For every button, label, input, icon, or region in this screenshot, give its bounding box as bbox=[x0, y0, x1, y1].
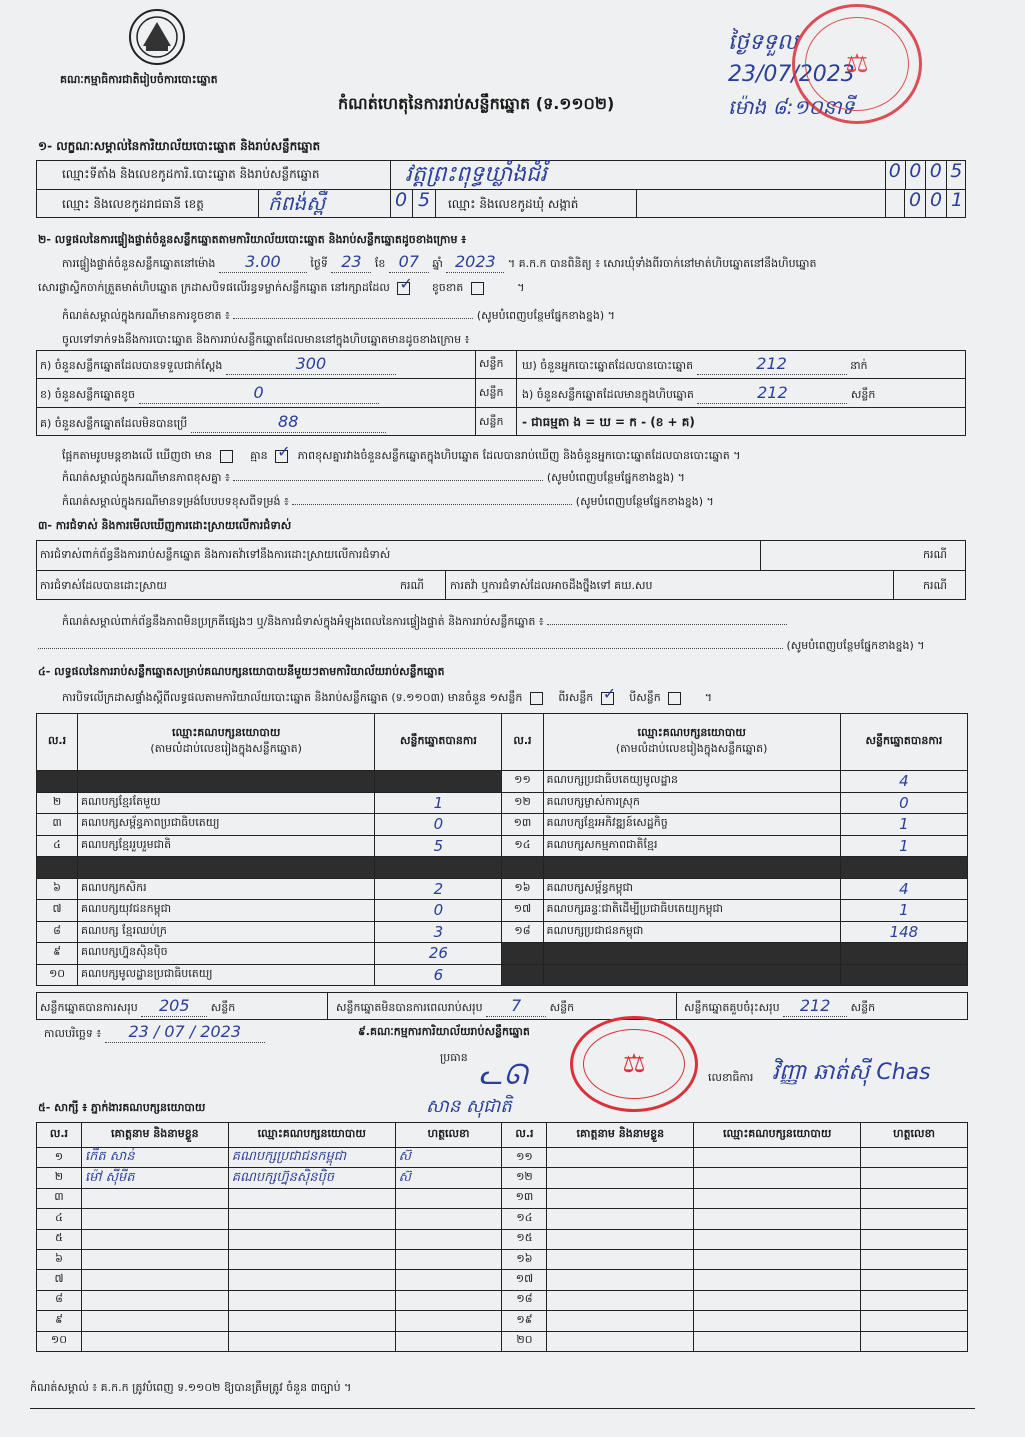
witness-table: ល.រ គោត្តនាម និងនាមខ្លួន ឈ្មោះគណបក្សនយោបាយ ហត្ថលេខា ល.រ គោត្តនាម និងនាមខ្លួន ឈ្មោះគណបក្សនយោបាយ ហត្ថលេខា ១ កើត សាន់ គណបក្សប្រជាជនកម្ពុជា ស៊ ១១ ២ ម៉ៅ ស៊ីមីត គណបក្សហ្វ៊ុនស៊ិនប៉ិច ស៊ ១២ ៣ ១៣ ៤ ១៤ ៥ ១៥ ៦ ១៦ ៧ ១៧ ៨ ១៨ ៩ ១៩ ១០ ២០ bbox=[36, 1122, 968, 1352]
witness-signature bbox=[395, 1249, 502, 1269]
commune-code: 0 0 1 bbox=[904, 189, 967, 218]
party-name: គណបក្សប្រជាធិបតេយ្យមូលដ្ឋាន bbox=[543, 771, 840, 793]
party-votes: 148 bbox=[840, 921, 967, 943]
witness-number: ៨ bbox=[37, 1290, 82, 1310]
witness-number: ៧ bbox=[37, 1270, 82, 1290]
discrepancy-note: កំណត់សម្គាល់ក្នុងករណីមានភាពខុសគ្នា ៖ (សូមបំពេញបន្ថែមផ្នែកខាងខ្នង) ។ bbox=[62, 471, 685, 484]
party-results-table: ល.រ ឈ្មោះគណបក្សនយោបាយ (តាមលំដាប់លេខរៀងក្នុងសន្លឹកឆ្នោត) សន្លឹកឆ្នោតបានការ ល.រ ឈ្មោះគណបក្សនយោបាយ (តាមលំដាប់លេខរៀងក្នុងសន្លឹកឆ្នោត) សន្លឹកឆ្នោតបានការ ១១ គណបក្សប្រជាធិបតេយ្យមូលដ្ឋាន 4 ២ គណបក្សខ្មែរតែមួយ 1 ១២ គណបក្សម្ចាស់ការស្រុក 0 ៣ គណបក្សសម្ព័ន្ធភាពប្រជាធិបតេយ្យ 0 ១៣ គណបក្សខ្មែរអភិវឌ្ឍន៍សេដ្ឋកិច្ច 1 ៤ គណបក្សខ្មែររួបរួមជាតិ 5 ១៤ គណបក្សសកម្មភាពជាតិខ្មែរ 1 ៦ គណបក្សកសិករ 2 ១៦ គណបក្សសម្ព័ន្ធកម្ពុជា 4 ៧ គណបក្សយុវជនកម្ពុជា 0 ១៧ គណបក្សឆន្ទៈជាតិដើម្បីប្រជាធិបតេយ្យកម្ពុជា 1 ៨ គណបក្ស ខ្មែរឈប់ក្រ 3 ១៨ គណបក្សប្រជាជនកម្ពុជា 148 ៩ គណបក្សហ្វ៊ុនស៊ិនប៉ិច 26 ១០ គណបក្សមូលដ្ឋានប្រជាធិបតេយ្យ 6 bbox=[36, 713, 968, 986]
party-name: គណបក្ស ខ្មែរឈប់ក្រ bbox=[78, 921, 375, 943]
party-number: ៩ bbox=[37, 943, 78, 965]
party-votes: 4 bbox=[840, 771, 967, 793]
witness-name bbox=[81, 1209, 228, 1229]
party-votes: 1 bbox=[375, 792, 502, 814]
formula: - ជាធម្មតា ង = ឃ = ក - (ខ + គ) bbox=[522, 415, 695, 429]
table-row bbox=[37, 943, 968, 965]
table-row bbox=[37, 1249, 968, 1269]
witness-name bbox=[81, 1188, 228, 1208]
witness-name bbox=[547, 1290, 694, 1310]
party-number: ៦ bbox=[37, 878, 78, 900]
witness-party bbox=[694, 1148, 861, 1168]
party-votes bbox=[840, 964, 967, 986]
table-row bbox=[37, 1290, 968, 1310]
unused-ballots-row: គ) ចំនួនសន្លឹកឆ្នោតដែលមិនបានប្រើ 88 bbox=[40, 414, 386, 433]
table-row bbox=[37, 921, 968, 943]
party-number: ១៨ bbox=[502, 921, 543, 943]
party-number: ១៦ bbox=[502, 878, 543, 900]
table-row bbox=[37, 1188, 968, 1208]
party-number bbox=[37, 771, 78, 793]
witness-party bbox=[694, 1188, 861, 1208]
party-name: គណបក្សកសិករ bbox=[78, 878, 375, 900]
page-title: កំណត់ហេតុនៃការរាប់សន្លឹកឆ្នោត (ទ.១១០២) bbox=[338, 94, 615, 113]
province-code: 0 5 bbox=[390, 189, 436, 218]
spoiled-ballots-row: ខ) ចំនួនសន្លឹកឆ្នោតខូច 0 bbox=[40, 385, 379, 404]
discrepancy-line: ផ្អែកតាមរូបមន្តខាងលើ ឃើញថា មាន គ្មាន ✓ ភាពខុសគ្នារវាងចំនួនសន្លឹកឆ្នោតក្នុងហិបឆ្នោត ដែលបានរាប់ឃើញ និងចំនួនអ្នកបោះឆ្នោតដែលបានបោះឆ្នោត ។ bbox=[62, 448, 740, 464]
party-votes bbox=[840, 857, 967, 879]
party-votes: 0 bbox=[375, 814, 502, 836]
party-votes: 0 bbox=[840, 792, 967, 814]
witness-signature bbox=[861, 1188, 968, 1208]
witness-signature bbox=[861, 1331, 968, 1351]
witness-name bbox=[547, 1148, 694, 1168]
party-votes bbox=[375, 771, 502, 793]
results-intro: ចូលទៅទាក់ទងនឹងការបោះឆ្នោត និងការរាប់សន្លឹកឆ្នោតដែលមាននៅក្នុងហិបឆ្នោតមានដូចខាងក្រោម ៖ bbox=[62, 333, 470, 346]
witness-party bbox=[228, 1270, 395, 1290]
witness-number: ១៧ bbox=[502, 1270, 547, 1290]
witness-party bbox=[694, 1290, 861, 1310]
party-name: គណបក្សសម្ព័ន្ធភាពប្រជាធិបតេយ្យ bbox=[78, 814, 375, 836]
witness-signature bbox=[861, 1229, 968, 1249]
chair-name: សាន សុជាតិ bbox=[426, 1096, 512, 1117]
party-number: ១៤ bbox=[502, 835, 543, 857]
table-row bbox=[37, 1311, 968, 1331]
table-row bbox=[37, 1209, 968, 1229]
grand-total: សន្លឹកឆ្នោតគួបចំរុះសរុប 212 សន្លឹក bbox=[684, 996, 876, 1015]
verification-line-2: សោរផ្លាស្ទិកចាក់ត្រួតមាត់ហិបឆ្នោត ក្រដាសបិទផលើរន្ធទម្លាក់សន្លឹកឆ្នោត នៅរក្សាដដែល ✓ ខូចខាត ។ bbox=[38, 280, 525, 296]
witness-signature bbox=[395, 1331, 502, 1351]
party-name: គណបក្សប្រជាជនកម្ពុជា bbox=[543, 921, 840, 943]
discrepancy-no-checkbox[interactable] bbox=[275, 450, 288, 463]
footer-note: កំណត់សម្គាល់ ៖ គ.ក.ក ត្រូវបំពេញ ទ.១១០២ ឱ្យបានត្រឹមត្រូវ ចំនួន ៣ច្បាប់ ។ bbox=[30, 1381, 352, 1394]
witness-party bbox=[694, 1209, 861, 1229]
witness-name bbox=[81, 1311, 228, 1331]
party-number: ៨ bbox=[37, 921, 78, 943]
secretary-label: លេខាធិការ bbox=[708, 1071, 754, 1084]
witness-party bbox=[694, 1249, 861, 1269]
table-row bbox=[37, 900, 968, 922]
witness-number: ១ bbox=[37, 1148, 82, 1168]
table-row bbox=[37, 1148, 968, 1168]
witness-number: ១៣ bbox=[502, 1188, 547, 1208]
party-name bbox=[78, 771, 375, 793]
party-votes: 6 bbox=[375, 964, 502, 986]
emblem-logo bbox=[128, 8, 186, 66]
table-row bbox=[37, 1168, 968, 1188]
damaged-checkbox[interactable] bbox=[471, 282, 484, 295]
intact-checkbox[interactable] bbox=[397, 282, 410, 295]
committee-label: ៩.គណៈកម្មការការិយាល័យរាប់សន្លឹកឆ្នោត bbox=[358, 1025, 530, 1038]
witness-party bbox=[228, 1311, 395, 1331]
party-number: ១១ bbox=[502, 771, 543, 793]
received-ballots-row: ក) ចំនួនសន្លឹកឆ្នោតដែលបានទទួលជាក់ស្តែង 300 bbox=[40, 356, 396, 375]
party-votes: 1 bbox=[840, 814, 967, 836]
party-votes: 4 bbox=[840, 878, 967, 900]
party-name bbox=[543, 964, 840, 986]
invalid-total: សន្លឹកឆ្នោតមិនបានការពេលរាប់សរុប 7 សន្លឹក bbox=[336, 996, 575, 1015]
party-name: គណបក្សសកម្មភាពជាតិខ្មែរ bbox=[543, 835, 840, 857]
witness-signature bbox=[861, 1148, 968, 1168]
section-4-title: ៤- លទ្ធផលនៃការរាប់សន្លឹកឆ្នោតសម្រាប់គណបក្សនយោបាយនីមួយៗតាមការិយាល័យរាប់សន្លឹកឆ្នោត bbox=[38, 665, 445, 678]
witness-party bbox=[228, 1249, 395, 1269]
witness-name bbox=[547, 1270, 694, 1290]
party-number bbox=[502, 964, 543, 986]
witness-signature bbox=[861, 1311, 968, 1331]
section-1-title: ១- លក្ខណៈសម្គាល់នៃការិយាល័យបោះឆ្នោត និងរាប់សន្លឹកឆ្នោត bbox=[38, 139, 321, 153]
secretary-name: វិញ្ញា ឆាត់ស៊ី Chas bbox=[772, 1060, 931, 1085]
date-line: កាលបរិច្ឆេទ ៖ 23 / 07 / 2023 bbox=[44, 1024, 265, 1043]
party-name: គណបក្សខ្មែរអភិវឌ្ឍន៍សេដ្ឋកិច្ច bbox=[543, 814, 840, 836]
witness-name bbox=[81, 1290, 228, 1310]
party-number: ៤ bbox=[37, 835, 78, 857]
section-2-title: ២- លទ្ធផលនៃការផ្ទៀងផ្ទាត់ចំនួនសន្លឹកឆ្នោតតាមការិយាល័យបោះឆ្នោត និងរាប់សន្លឹកឆ្នោតដូចខាងក្រោម ៖ bbox=[38, 233, 467, 246]
witness-name bbox=[547, 1331, 694, 1351]
receipt-line-1: ថ្ងៃទទួល bbox=[728, 30, 798, 55]
party-name bbox=[543, 943, 840, 965]
witness-name bbox=[81, 1270, 228, 1290]
witness-signature bbox=[395, 1209, 502, 1229]
witness-party: គណបក្សប្រជាជនកម្ពុជា bbox=[228, 1148, 395, 1168]
table-row bbox=[37, 964, 968, 986]
witness-number: ៦ bbox=[37, 1249, 82, 1269]
objection-note-2: (សូមបំពេញបន្ថែមផ្នែកខាងខ្នង) ។ bbox=[38, 638, 925, 654]
witness-name: ម៉ៅ ស៊ីមីត bbox=[81, 1168, 228, 1188]
party-votes bbox=[840, 943, 967, 965]
table-row bbox=[37, 857, 968, 879]
party-name: គណបក្សខ្មែររួបរួមជាតិ bbox=[78, 835, 375, 857]
chair-label: ប្រធាន bbox=[440, 1051, 468, 1064]
table-row bbox=[37, 1331, 968, 1351]
witness-number: ១៤ bbox=[502, 1209, 547, 1229]
witness-signature bbox=[395, 1290, 502, 1310]
witness-number: ១៥ bbox=[502, 1229, 547, 1249]
location-code: 0 0 0 5 bbox=[885, 160, 966, 189]
witness-number: ១០ bbox=[37, 1331, 82, 1351]
witness-signature bbox=[395, 1229, 502, 1249]
province-value: កំពង់ស្ពឺ bbox=[268, 191, 326, 215]
witness-party bbox=[694, 1331, 861, 1351]
party-name bbox=[543, 857, 840, 879]
witness-signature bbox=[861, 1209, 968, 1229]
party-votes: 26 bbox=[375, 943, 502, 965]
witness-name bbox=[81, 1249, 228, 1269]
party-number: ១៧ bbox=[502, 900, 543, 922]
table-row bbox=[37, 835, 968, 857]
party-number bbox=[37, 857, 78, 879]
party-votes: 1 bbox=[840, 900, 967, 922]
table-row bbox=[37, 814, 968, 836]
commune-label: ឈ្មោះ និងលេខកូដឃុំ សង្កាត់ bbox=[448, 197, 579, 211]
party-votes bbox=[375, 857, 502, 879]
party-name: គណបក្សហ្វ៊ុនស៊ិនប៉ិច bbox=[78, 943, 375, 965]
witness-number: ២ bbox=[37, 1168, 82, 1188]
witness-signature bbox=[395, 1311, 502, 1331]
witness-signature: ស៊ bbox=[395, 1168, 502, 1188]
document-page: គណៈកម្មាធិការជាតិរៀបចំការបោះឆ្នោត កំណត់ហេតុនៃការរាប់សន្លឹកឆ្នោត (ទ.១១០២) ថ្ងៃទទួល 23/07/2023 ម៉ោង ៨:១០នាទី ⚖ ១- លក្ខណៈសម្គាល់នៃការិយាល័យបោះឆ្នោត និងរាប់សន្លឹកឆ្នោត ឈ្មោះទីតាំង និងលេខកូដការិ.បោះឆ្នោត និងរាប់សន្លឹកឆ្នោត វត្តព្រះពុទ្ធឃ្លាំងជំរំ 0 0 0 5 ឈ្មោះ និងលេខកូដរាជធានី ខេត្ត កំពង់ស្ពឺ 0 5 ឈ្មោះ និងលេខកូដឃុំ សង្កាត់ 0 0 1 ២- លទ្ធផលនៃការផ្ទៀងផ្ទាត់ចំនួនសន្លឹកឆ្នោតតាមការិយាល័យបោះឆ្នោត និងរាប់សន្លឹកឆ្នោតដូចខាងក្រោម ៖ ការផ្ទៀងផ្ទាត់ចំនួនសន្លឹកឆ្នោតនៅម៉ោង 3.00 ថ្ងៃទី 23 ខែ 07 ឆ្នាំ 2023 ។ គ.ក.ក បានពិនិត្យ ៖ សោរឃុំទាំងពីរចាក់នៅមាត់ហិបឆ្នោតនៅនឹងហិបឆ្នោត សោរផ្លាស្ទិកចាក់ត្រួតមាត់ហិបឆ្នោត ក្រដាសបិទផលើរន្ធទម្លាក់សន្លឹកឆ្នោត នៅរក្សាដដែល ✓ ខូចខាត ។ កំណត់សម្គាល់ក្នុងករណីមានការខូចខាត ៖ (សូមបំពេញបន្ថែមផ្នែកខាងខ្នង) ។ ចូលទៅទាក់ទងនឹងការបោះឆ្នោត និងការរាប់សន្លឹកឆ្នោតដែលមាននៅក្នុងហិបឆ្នោតមានដូចខាងក្រោម ៖ ក) ចំនួនសន្លឹកឆ្នោតដែលបានទទួលជាក់ស្តែង 300 សន្លឹក ខ) ចំនួនសន្លឹកឆ្នោតខូច 0 សន្លឹក គ) ចំនួនសន្លឹកឆ្នោតដែលមិនបានប្រើ 88 សន្លឹក ឃ) ចំនួនអ្នកបោះឆ្នោតដែលបានបោះឆ្នោត 212 នាក់ ង) ចំនួនសន្លឹកឆ្នោតដែលមានក្នុងហិបឆ្នោត 212 សន្លឹក - ជាធម្មតា ង = ឃ = ក - (ខ + គ) ផ្អែកតាមរូបមន្តខាងលើ ឃើញថា មាន គ្មាន ✓ ភាពខុសគ្នារវាងចំនួនសន្លឹកឆ្នោតក្នុងហិបឆ្នោត ដែលបានរាប់ឃើញ និងចំនួនអ្នកបោះឆ្នោតដែលបានបោះឆ្នោត ។ កំណត់សម្គាល់ក្នុងករណីមានភាពខុសគ្នា ៖ (សូមបំពេញបន្ថែមផ្នែកខាងខ្នង) ។ កំណត់សម្គាល់ក្នុងករណីមានទម្រង់បែបបទខុសពីទម្រង់ ៖ (សូមបំពេញបន្ថែមផ្នែកខាងខ្នង) ។ ៣- ការជំទាស់ និងការមើលឃើញការដោះស្រាយលើការជំទាស់ ការជំទាស់ពាក់ព័ន្ធនឹងការរាប់សន្លឹកឆ្នោត និងការតវ៉ាទៅនឹងការដោះស្រាយលើការជំទាស់ ករណី ការជំទាស់ដែលបានដោះស្រាយ ករណី ការតវ៉ា ឬការជំទាស់ដែលអាចដឹងថ្នឹងទៅ គឃ.សប ករណី កំណត់សម្គាល់ពាក់ព័ន្ធនឹងភាពមិនប្រក្រតីផ្សេងៗ ឬ/និងការជំទាស់ក្នុងអំឡុងពេលនៃការផ្ទៀងផ្ទាត់ និងការរាប់សន្លឹកឆ្នោត ៖ (សូមបំពេញបន្ថែមផ្នែកខាងខ្នង) ។ ៤- លទ្ធផលនៃការរាប់សន្លឹកឆ្នោតសម្រាប់គណបក្សនយោបាយនីមួយៗតាមការិយាល័យរាប់សន្លឹកឆ្នោត ការបិទលើក្រដាសផ្ទាំងស្តីពីលទ្ធផលតាមការិយាល័យបោះឆ្នោត និងរាប់សន្លឹកឆ្នោត (ទ.១១០៣) មានចំនួន ១សន្លឹក ពីរសន្លឹក ✓ បីសន្លឹក ។ ល.រ ឈ្មោះគណបក្សនយោបាយ (តាមលំដាប់លេខរៀងក្នុងសន្លឹកឆ្នោត) សន្លឹកឆ្នោតបានការ ល.រ ឈ្មោះគណបក្សនយោបាយ (តាមលំដាប់លេខរៀងក្នុងសន្លឹកឆ្នោត) សន្លឹកឆ្នោតបានការ ១១ គណបក្សប្រជាធិបតេយ្យមូលដ្ឋាន 4 ២ គណបក្សខ្មែរតែមួយ 1 ១២ គណបក្សម្ចាស់ការស្រុក 0 ៣ គណបក្សសម្ព័ន្ធភាពប្រជាធិបតេយ្យ 0 ១៣ គណបក្សខ្មែរអភិវឌ្ឍន៍សេដ្ឋកិច្ច 1 ៤ គណបក្សខ្មែររួបរួមជាតិ 5 ១៤ គណបក្សសកម្មភាពជាតិខ្មែរ 1 ៦ គណបក្សកសិករ 2 ១៦ គណបក្សសម្ព័ន្ធកម្ពុជា 4 ៧ គណបក្សយុវជនកម្ពុជា 0 ១៧ គណបក្សឆន្ទៈជាតិដើម្បីប្រជាធិបតេយ្យកម្ពុជា 1 ៨ គណបក្ស ខ្មែរឈប់ក្រ 3 ១៨ គណបក្សប្រជាជនកម្ពុជា 148 ៩ គណបក្សហ្វ៊ុនស៊ិនប៉ិច 26 ១០ គណបក្សមូលដ្ឋានប្រជាធិបតេយ្យ 6 សន្លឹកឆ្នោតបានការសរុប 205 សន្លឹក សន្លឹកឆ្នោតមិនបានការពេលរាប់សរុប 7 សន្លឹក សន្លឹកឆ្នោតគួបចំរុះសរុប 212 សន្លឹក កាលបរិច្ឆេទ ៖ 23 / 07 / 2023 ៩.គណៈកម្មការការិយាល័យរាប់សន្លឹកឆ្នោត ប្រធាន ᓚᘏ សាន សុជាតិ ⚖ លេខាធិការ វិញ្ញា ឆាត់ស៊ី Chas ៥- សាក្សី ៖ ភ្នាក់ងារគណបក្សនយោបាយ ល.រ គោត្តនាម និងនាមខ្លួន ឈ្មោះគណបក្សនយោបាយ ហត្ថលេខា ល.រ គោត្តនាម និងនាមខ្លួន ឈ្មោះគណបក្សនយោបាយ ហត្ថលេខា ១ កើត សាន់ គណបក្សប្រជាជនកម្ពុជា ស៊ ១១ ២ ម៉ៅ ស៊ីមីត គណបក្សហ្វ៊ុនស៊ិនប៉ិច ស៊ ១២ ៣ ១៣ ៤ ១៤ ៥ ១៥ ៦ ១៦ ៧ ១៧ ៨ ១៨ ៩ ១៩ ១០ ២០ កំណត់សម្គាល់ ៖ គ.ក.ក ត្រូវបំពេញ ទ.១១០២ ឱ្យបានត្រឹមត្រូវ ចំនួន ៣ច្បាប់ ។ bbox=[0, 0, 1025, 1437]
party-number: ១០ bbox=[37, 964, 78, 986]
witness-name bbox=[547, 1209, 694, 1229]
party-votes: 2 bbox=[375, 878, 502, 900]
province-label: ឈ្មោះ និងលេខកូដរាជធានី ខេត្ត bbox=[62, 197, 204, 211]
voters-row: ឃ) ចំនួនអ្នកបោះឆ្នោតដែលបានបោះឆ្នោត 212 នាក់ bbox=[522, 354, 868, 373]
witness-number: ៩ bbox=[37, 1311, 82, 1331]
official-stamp-bottom: ⚖ bbox=[570, 1016, 698, 1112]
receipt-line-2: 23/07/2023 bbox=[728, 62, 855, 87]
witness-name: កើត សាន់ bbox=[81, 1148, 228, 1168]
witness-party bbox=[228, 1229, 395, 1249]
witness-name bbox=[547, 1249, 694, 1269]
table-row bbox=[37, 792, 968, 814]
witness-number: ២០ bbox=[502, 1331, 547, 1351]
chair-signature: ᓚᘏ bbox=[480, 1058, 528, 1091]
witness-number: ១៩ bbox=[502, 1311, 547, 1331]
objection-note: កំណត់សម្គាល់ពាក់ព័ន្ធនឹងភាពមិនប្រក្រតីផ្សេងៗ ឬ/និងការជំទាស់ក្នុងអំឡុងពេលនៃការផ្ទៀងផ្ទាត់ និងការរាប់សន្លឹកឆ្នោត ៖ bbox=[62, 614, 787, 630]
witness-party bbox=[228, 1290, 395, 1310]
posting-line: ការបិទលើក្រដាសផ្ទាំងស្តីពីលទ្ធផលតាមការិយាល័យបោះឆ្នោត និងរាប់សន្លឹកឆ្នោត (ទ.១១០៣) មានចំនួន ១សន្លឹក ពីរសន្លឹក ✓ បីសន្លឹក ។ bbox=[62, 690, 712, 706]
table-row bbox=[37, 1270, 968, 1290]
party-name bbox=[78, 857, 375, 879]
party-name: គណបក្សខ្មែរតែមួយ bbox=[78, 792, 375, 814]
party-number bbox=[502, 943, 543, 965]
table-row bbox=[37, 878, 968, 900]
witness-name bbox=[547, 1311, 694, 1331]
one-sheet-checkbox[interactable] bbox=[530, 692, 543, 705]
witness-signature bbox=[395, 1188, 502, 1208]
witness-party bbox=[228, 1188, 395, 1208]
damage-note-line: កំណត់សម្គាល់ក្នុងករណីមានការខូចខាត ៖ (សូមបំពេញបន្ថែមផ្នែកខាងខ្នង) ។ bbox=[62, 309, 615, 322]
party-votes: 5 bbox=[375, 835, 502, 857]
witness-party bbox=[694, 1168, 861, 1188]
party-name: គណបក្សឆន្ទៈជាតិដើម្បីប្រជាធិបតេយ្យកម្ពុជា bbox=[543, 900, 840, 922]
party-name: គណបក្សមូលដ្ឋានប្រជាធិបតេយ្យ bbox=[78, 964, 375, 986]
party-votes: 1 bbox=[840, 835, 967, 857]
witness-signature bbox=[395, 1270, 502, 1290]
three-sheets-checkbox[interactable] bbox=[668, 692, 681, 705]
official-stamp-top: ⚖ bbox=[792, 4, 922, 124]
verification-line-1: ការផ្ទៀងផ្ទាត់ចំនួនសន្លឹកឆ្នោតនៅម៉ោង 3.00 ថ្ងៃទី 23 ខែ 07 ឆ្នាំ 2023 ។ គ.ក.ក បានពិនិត្យ ៖ សោរឃុំទាំងពីរចាក់នៅមាត់ហិបឆ្នោតនៅនឹងហិបឆ្នោត bbox=[62, 252, 817, 271]
witness-name bbox=[547, 1229, 694, 1249]
witness-party bbox=[694, 1270, 861, 1290]
witness-signature bbox=[861, 1290, 968, 1310]
witness-number: ៥ bbox=[37, 1229, 82, 1249]
witness-number: ១៦ bbox=[502, 1249, 547, 1269]
org-name: គណៈកម្មាធិការជាតិរៀបចំការបោះឆ្នោត bbox=[60, 73, 218, 86]
party-number: ២ bbox=[37, 792, 78, 814]
ballots-in-box-row: ង) ចំនួនសន្លឹកឆ្នោតដែលមានក្នុងហិបឆ្នោត 212 សន្លឹក bbox=[522, 383, 876, 402]
witness-number: ៣ bbox=[37, 1188, 82, 1208]
table-row bbox=[37, 771, 968, 793]
witness-party bbox=[228, 1209, 395, 1229]
section-5-title: ៥- សាក្សី ៖ ភ្នាក់ងារគណបក្សនយោបាយ bbox=[38, 1101, 206, 1114]
party-name: គណបក្សយុវជនកម្ពុជា bbox=[78, 900, 375, 922]
two-sheets-checkbox[interactable] bbox=[601, 692, 614, 705]
location-label: ឈ្មោះទីតាំង និងលេខកូដការិ.បោះឆ្នោត និងរាប់សន្លឹកឆ្នោត bbox=[62, 167, 320, 181]
party-number: ១២ bbox=[502, 792, 543, 814]
witness-name bbox=[547, 1188, 694, 1208]
party-votes: 3 bbox=[375, 921, 502, 943]
witness-signature bbox=[861, 1168, 968, 1188]
witness-number: ១២ bbox=[502, 1168, 547, 1188]
witness-party bbox=[694, 1311, 861, 1331]
party-number: ៣ bbox=[37, 814, 78, 836]
witness-number: ១១ bbox=[502, 1148, 547, 1168]
witness-party bbox=[228, 1331, 395, 1351]
witness-name bbox=[81, 1331, 228, 1351]
witness-signature bbox=[861, 1270, 968, 1290]
format-note: កំណត់សម្គាល់ក្នុងករណីមានទម្រង់បែបបទខុសពីទម្រង់ ៖ (សូមបំពេញបន្ថែមផ្នែកខាងខ្នង) ។ bbox=[62, 495, 714, 508]
party-number bbox=[502, 857, 543, 879]
witness-party bbox=[694, 1229, 861, 1249]
party-number: ១៣ bbox=[502, 814, 543, 836]
party-name: គណបក្សសម្ព័ន្ធកម្ពុជា bbox=[543, 878, 840, 900]
discrepancy-yes-checkbox[interactable] bbox=[220, 450, 233, 463]
section-3-title: ៣- ការជំទាស់ និងការមើលឃើញការដោះស្រាយលើការជំទាស់ bbox=[38, 519, 292, 532]
witness-number: ៤ bbox=[37, 1209, 82, 1229]
witness-signature: ស៊ bbox=[395, 1148, 502, 1168]
party-number: ៧ bbox=[37, 900, 78, 922]
receipt-line-3: ម៉ោង ៨:១០នាទី bbox=[728, 95, 855, 119]
witness-name bbox=[547, 1168, 694, 1188]
witness-number: ១៨ bbox=[502, 1290, 547, 1310]
witness-signature bbox=[861, 1249, 968, 1269]
table-row bbox=[37, 1229, 968, 1249]
location-value: វត្តព្រះពុទ្ធឃ្លាំងជំរំ bbox=[405, 162, 547, 187]
party-votes: 0 bbox=[375, 900, 502, 922]
party-name: គណបក្សម្ចាស់ការស្រុក bbox=[543, 792, 840, 814]
valid-total: សន្លឹកឆ្នោតបានការសរុប 205 សន្លឹក bbox=[40, 996, 236, 1015]
witness-party: គណបក្សហ្វ៊ុនស៊ិនប៉ិច bbox=[228, 1168, 395, 1188]
witness-name bbox=[81, 1229, 228, 1249]
